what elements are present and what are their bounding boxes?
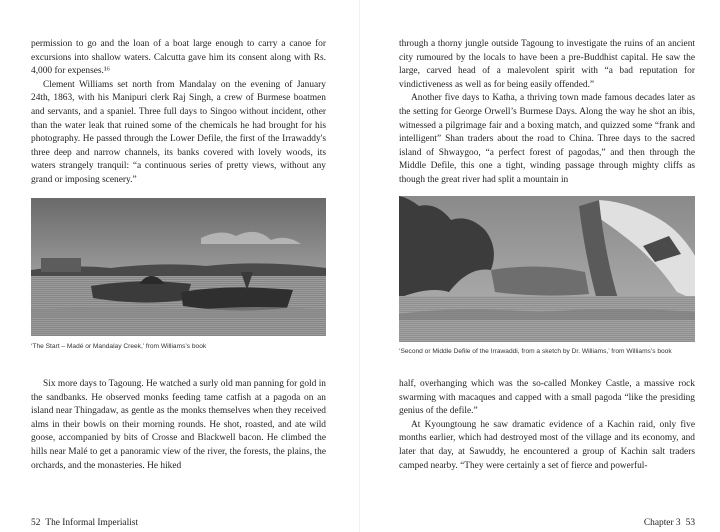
left-footer bbox=[31, 518, 138, 528]
engraving-illustration bbox=[31, 198, 326, 336]
right-footer bbox=[644, 518, 695, 528]
right-paragraph-2: Another five days to Katha, a thriving town made famous decades later as the setting for George Orwell’s Burmese Days. Along the way he shot an ibis, witnessed a pilgrimage fair and a boxing match, and quizzed some “frank and intelligent” Shan traders about the road to China. Three days to the sacred island of Shwaygoo, “a perfect forest of pagodas,” and then through the Middle Defile, this one a tight, winding passage through mighty cliffs as though the great river had split a mountain in bbox=[399, 93, 695, 185]
left-figure-caption: ‘The Start – Madé or Mandalay Creek,’ from Williams’s book bbox=[31, 343, 207, 350]
right-page-number: 53 bbox=[685, 518, 695, 528]
right-bottom-text bbox=[399, 378, 695, 473]
right-top-text bbox=[399, 38, 695, 188]
right-figure-caption: ‘Second or Middle Defile of the Irrawaddi, from a sketch by Dr. Williams,’ from Williams’s book bbox=[399, 348, 672, 355]
engraving-illustration bbox=[399, 196, 695, 342]
right-paragraph-3: half, overhanging which was the so-called Monkey Castle, a massive rock swarming with macaques and capped with a small pagoda “like the presiding genius of the defile.” bbox=[399, 379, 695, 417]
right-paragraph-4: At Kyoungtoung he saw dramatic evidence of a Kachin raid, only five months earlier, which had destroyed most of the village and its economy, and later that day, at Sawuddy, he encountered a group of Kachin salt traders camped nearby. “They were certainly a set of fierce and powerful- bbox=[399, 419, 695, 471]
right-running-head: Chapter 3 bbox=[643, 518, 681, 528]
engraving-the-start bbox=[31, 198, 326, 336]
left-running-head: The Informal Imperialist bbox=[45, 518, 139, 528]
left-bottom-text bbox=[31, 378, 326, 473]
left-top-text bbox=[31, 38, 326, 188]
right-page bbox=[360, 0, 720, 532]
left-paragraph-1: permission to go and the loan of a boat large enough to carry a canoe for excursions into shallow waters. Calcutta gave him its consent along with Rs. 4,000 for expenses.¹⁶ bbox=[31, 39, 326, 77]
left-page-number: 52 bbox=[31, 518, 41, 528]
left-paragraph-3: Six more days to Tagoung. He watched a surly old man panning for gold in the sandbanks. He observed monks feeding tame catfish at a pagoda on an island near Thingadaw, as gentle as the monks themselves when they received alms in their bowls on their morning rounds. He shot, roasted, and ate wild goose, accompanied by bits of Crosse and Blackwell bacon. He climbed the hills near Malé to get a panoramic view of the river, the forests, the plains, the orchards, and the monasteries. He hiked bbox=[31, 379, 326, 471]
engraving-middle-defile bbox=[399, 196, 695, 342]
left-paragraph-2: Clement Williams set north from Mandalay on the evening of January 24th, 1863, with his Manipuri clerk Raj Singh, a crew of Burmese boatmen and servants, and a spaniel. Three full days to Singoo without incident, other than the water leak that ruined some of the chemicals he had brought for his photography. He passed through the Lower Defile, the first of the Irrawaddy's three deep and narrow channels, its banks covered with lovely woods, its waters strangely tranquil: “a continuous series of pretty views, without any grand or imposing scenery.” bbox=[31, 79, 326, 185]
right-paragraph-1: through a thorny jungle outside Tagoung to investigate the ruins of an ancient city rumoured by the locals to have been a pre-Buddhist capital. He saw the large, carved head of a malevolent spirit with “a bad reputation for vindictiveness as well as for being easily offended.” bbox=[399, 39, 695, 90]
